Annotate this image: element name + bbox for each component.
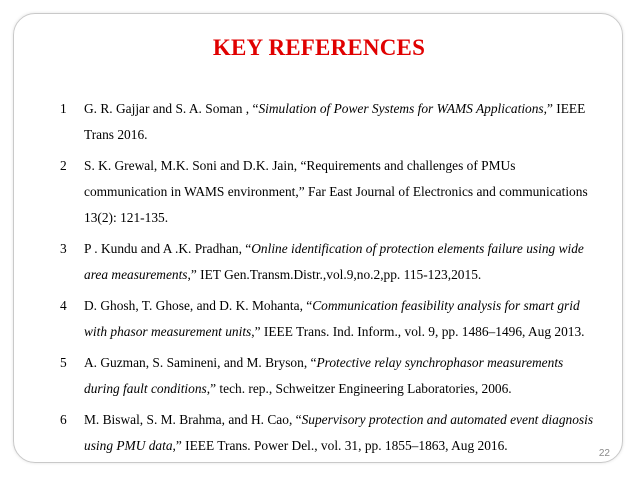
reference-item [0,153,638,231]
page-number: 22 [598,448,610,459]
reference-number: 2 [60,158,67,173]
reference-authors: D. Ghosh, T. Ghose, and D. K. Mohanta, “ [84,298,313,313]
reference-number: 1 [60,101,67,116]
reference-source: ,” IET Gen.Transm.Distr.,vol.9,no.2,pp. 115-123,2015. [187,267,482,282]
reference-text [84,153,596,231]
reference-authors: G. R. Gajjar and S. A. Soman , “ [84,101,259,116]
reference-authors: A. Guzman, S. Samineni, and M. Bryson, “ [84,355,317,370]
reference-source: ,” IEEE Trans. Power Del., vol. 31, pp. 1855–1863, Aug 2016. [172,438,508,453]
reference-source: ,” tech. rep., Schweitzer Engineering Laboratories, 2006. [206,381,512,396]
reference-number: 4 [60,298,67,313]
reference-title: Simulation of Power Systems for WAMS Applications [258,101,544,116]
reference-source: ,” IEEE Trans 2016. [84,101,586,142]
reference-item [0,350,638,402]
reference-item [0,96,638,148]
reference-item [0,236,638,288]
reference-item [0,407,638,459]
reference-text [84,96,596,148]
reference-authors: M. Biswal, S. M. Brahma, and H. Cao, “ [84,412,302,427]
reference-number: 6 [60,412,67,427]
reference-title: Communication feasibility analysis for smart grid with phasor measurement units [84,298,580,339]
reference-title: Online identification of protection elements failure using wide area measurements [84,241,584,282]
reference-title: Protective relay synchrophasor measurements during fault conditions [84,355,564,396]
reference-item [0,293,638,345]
reference-source: ,” IEEE Trans. Ind. Inform., vol. 9, pp. 1486–1496, Aug 2013. [251,324,585,339]
reference-number: 3 [60,241,67,256]
reference-title: Supervisory protection and automated event diagnosis using PMU data [84,412,594,453]
reference-number: 5 [60,355,67,370]
slide-title: KEY REFERENCES [212,35,426,60]
reference-text [84,236,596,288]
reference-text [84,407,596,459]
reference-authors: P . Kundu and A .K. Pradhan, “ [84,241,252,256]
reference-list [0,96,638,464]
reference-text [84,350,596,402]
reference-text [84,293,596,345]
reference-authors: S. K. Grewal, M.K. Soni and D.K. Jain, “Requirements and challenges of PMUs communication in WAMS environment,” Far East Journal of Electronics and communications 13(2): 121-135. [84,158,588,225]
